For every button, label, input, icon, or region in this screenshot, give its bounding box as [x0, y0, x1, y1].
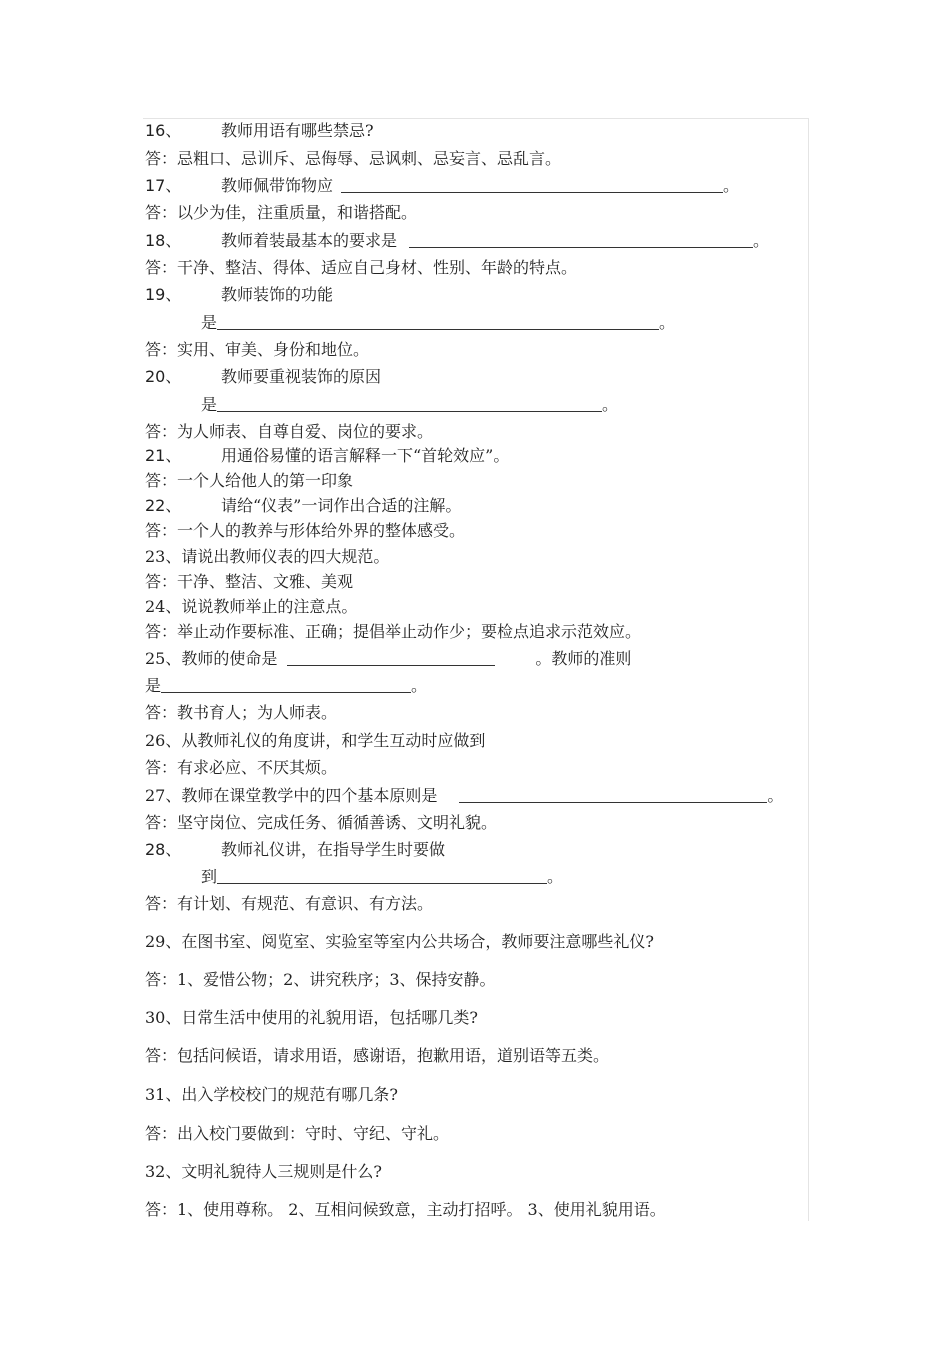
- question-32: 32、文明礼貌待人三规则是什么?: [145, 1162, 382, 1181]
- answer-29: 答：1、爱惜公物；2、讲究秩序；3、保持安静。: [145, 970, 496, 989]
- answer-17: 答：以少为佳，注重质量，和谐搭配。: [145, 203, 418, 222]
- question-24: 24、说说教师举止的注意点。: [145, 597, 358, 616]
- question-17: 17、 教师佩带饰物应 。: [145, 176, 740, 195]
- question-19-cont: 是 。: [201, 313, 676, 332]
- question-20: 20、 教师要重视装饰的原因: [145, 367, 382, 386]
- answer-blank: [161, 678, 411, 693]
- question-20-cont: 是 。: [201, 395, 619, 414]
- answer-blank: [217, 397, 602, 412]
- answer-30: 答：包括问候语，请求用语，感谢语，抱歉用语，道别语等五类。: [145, 1046, 610, 1065]
- answer-22: 答：一个人的教养与形体给外界的整体感受。: [145, 521, 466, 540]
- question-28-cont: 到 。: [201, 867, 564, 886]
- question-18: 18、 教师着装最基本的要求是 。: [145, 231, 770, 250]
- answer-20: 答：为人师表、自尊自爱、岗位的要求。: [145, 422, 434, 441]
- answer-blank: [409, 233, 753, 248]
- question-23: 23、请说出教师仪表的四大规范。: [145, 547, 390, 566]
- answer-19: 答：实用、审美、身份和地位。: [145, 340, 370, 359]
- question-27: 27、教师在课堂教学中的四个基本原则是 。: [145, 786, 784, 805]
- answer-blank: [287, 651, 495, 666]
- question-19: 19、 教师装饰的功能: [145, 285, 334, 304]
- question-30: 30、日常生活中使用的礼貌用语，包括哪几类?: [145, 1008, 478, 1027]
- question-25-cont: 是 。: [145, 676, 428, 695]
- question-25: 25、教师的使命是 。教师的准则: [145, 649, 632, 668]
- answer-blank: [341, 178, 723, 193]
- answer-28: 答：有计划、有规范、有意识、有方法。: [145, 894, 434, 913]
- answer-25: 答：教书育人；为人师表。: [145, 703, 338, 722]
- question-26: 26、从教师礼仪的角度讲，和学生互动时应做到: [145, 731, 486, 750]
- answer-26: 答：有求必应、不厌其烦。: [145, 758, 338, 777]
- answer-16: 答：忌粗口、忌训斥、忌侮辱、忌讽刺、忌妄言、忌乱言。: [145, 149, 562, 168]
- answer-24: 答：举止动作要标准、正确；提倡举止动作少；要检点追求示范效应。: [145, 622, 642, 641]
- question-16: 16、 教师用语有哪些禁忌?: [145, 121, 374, 140]
- question-31: 31、出入学校校门的规范有哪几条?: [145, 1085, 398, 1104]
- answer-31: 答：出入校门要做到：守时、守纪、守礼。: [145, 1124, 450, 1143]
- answer-21: 答：一个人给他人的第一印象: [145, 471, 354, 490]
- question-22: 22、 请给“仪表”一词作出合适的注解。: [145, 496, 462, 515]
- answer-23: 答：干净、整洁、文雅、美观: [145, 572, 354, 591]
- answer-blank: [217, 315, 659, 330]
- answer-18: 答：干净、整洁、得体、适应自己身材、性别、年龄的特点。: [145, 258, 578, 277]
- answer-27: 答：坚守岗位、完成任务、循循善诱、文明礼貌。: [145, 813, 498, 832]
- question-28: 28、 教师礼仪讲，在指导学生时要做: [145, 840, 446, 859]
- answer-blank: [459, 788, 767, 803]
- answer-32: 答：1、使用尊称。 2、互相问候致意，主动打招呼。 3、使用礼貌用语。: [145, 1200, 666, 1219]
- question-21: 21、 用通俗易懂的语言解释一下“首轮效应”。: [145, 446, 510, 465]
- question-29: 29、在图书室、阅览室、实验室等室内公共场合，教师要注意哪些礼仪?: [145, 932, 654, 951]
- answer-blank: [217, 869, 547, 884]
